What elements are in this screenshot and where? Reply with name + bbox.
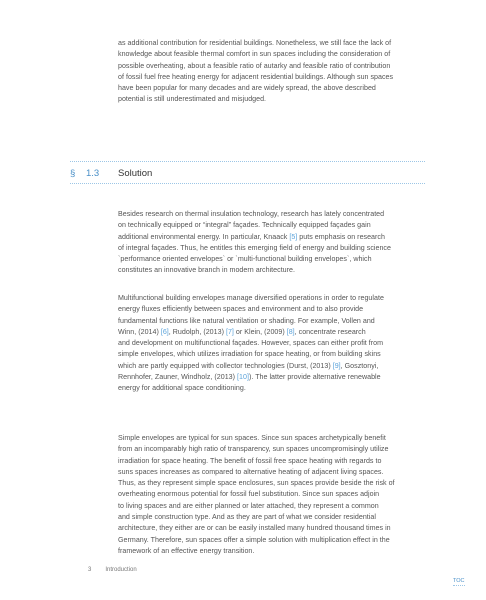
text-segment: energy for additional space conditioning. <box>118 384 246 393</box>
text-line <box>118 524 391 532</box>
text-segment: ). The latter provide alternative renewable <box>248 373 381 382</box>
text-segment: , concentrate research <box>294 327 366 336</box>
text-line <box>118 350 381 358</box>
text-segment: puts emphasis on research <box>297 232 385 241</box>
text-line: potential is still underestimated and misjudged. <box>118 95 267 104</box>
text-segment: fundamental functions like natural ventilation or shading. For example, Vollen and <box>118 316 375 325</box>
text-line <box>118 457 381 465</box>
text-line: have been popular for many decades and are widely spread, the above described <box>118 84 376 93</box>
chapter-name: Introduction <box>105 567 137 573</box>
text-segment: Simple envelopes are typical for sun spaces. Since sun spaces archetypically benefit <box>118 434 386 442</box>
text-segment: additional environmental energy. In particular, Knaack <box>118 232 290 241</box>
text-line <box>118 317 375 325</box>
text-line <box>118 468 383 476</box>
text-line <box>118 266 295 274</box>
text-segment: and simple construction type. And as they are part of what we consider residential <box>118 513 376 522</box>
text-line <box>118 479 395 487</box>
text-line: as additional contribution for residential buildings. Nonetheless, we still face the lack of <box>118 39 392 47</box>
text-line: possible overheating, about a feasible ratio of autarky and feasible ratio of contribution <box>118 61 391 70</box>
text-segment: which are partly equipped with collector technologies (Durst, (2013) <box>118 361 333 370</box>
text-segment: Rennhofer, Zauner, Windholz, (2013) <box>118 373 238 382</box>
paragraph-text <box>118 209 424 277</box>
text-segment: Thus, as they represent simple space enclosures, sun spaces provide beside the risk of <box>118 479 395 488</box>
citation-link[interactable]: [7] <box>225 327 234 336</box>
text-segment: constitutes an innovative branch in modern architecture. <box>118 266 295 275</box>
text-line <box>118 233 385 241</box>
text-line: of fossil fuel free heating energy for adjacent residential buildings. Although sun spaces <box>118 72 394 81</box>
text-segment: simple envelopes, which utilizes irradiation for space heating, or from building skins <box>118 350 381 359</box>
text-line <box>118 328 366 336</box>
section-heading <box>70 165 425 181</box>
text-segment: , Gosztonyi, <box>340 361 379 370</box>
text-segment: or Klein, (2009) <box>233 327 287 336</box>
paragraph-text <box>118 293 424 395</box>
paragraph-text <box>118 433 424 557</box>
text-line <box>118 362 378 370</box>
text-line <box>118 536 390 544</box>
toc-link[interactable]: TOC <box>453 578 465 584</box>
text-segment: overheating enormous potential for fossil fuel substitution. Since sun spaces adjoin <box>118 490 380 499</box>
text-line: knowledge about feasible thermal comfort in sun spaces including the consideration of <box>118 50 391 59</box>
text-segment: Winn, (2014) <box>118 327 161 336</box>
text-segment: Multifunctional building envelopes manage diversified operations in order to regulate <box>118 294 384 302</box>
text-segment: from an incomparably high ratio of transparency, sun spaces uncompromisingly utilize <box>118 445 389 454</box>
text-line <box>118 384 246 392</box>
text-segment: of integral façades. Thus, he entitles this emerging field of energy and building science <box>118 243 391 252</box>
text-line <box>118 547 254 555</box>
paragraph-3 <box>118 433 424 557</box>
citation-link[interactable]: [9] <box>332 361 341 370</box>
section-title: Solution <box>118 167 153 179</box>
section-symbol: § <box>70 167 76 179</box>
text-segment: Besides research on thermal insulation technology, research has lately concentrated <box>118 210 385 218</box>
paragraph-2 <box>118 293 424 395</box>
section-rule-bottom <box>70 183 425 184</box>
text-line <box>118 221 371 229</box>
text-line <box>118 434 386 442</box>
text-line <box>118 445 388 453</box>
paragraph-1 <box>118 209 424 277</box>
text-segment: irradiation for space heating. The benefit of fossil free space heating with regards to <box>118 456 382 465</box>
text-line <box>118 305 363 313</box>
intro-paragraph-text <box>118 38 424 106</box>
text-line <box>118 255 372 263</box>
text-segment: to living spaces and are either planned or later attached, they represent a common <box>118 501 379 510</box>
citation-link[interactable]: [5] <box>289 232 298 241</box>
section-rule-top <box>70 161 425 162</box>
text-segment: architecture, they either are or can be easily installed many hundred thousand times in <box>118 524 391 533</box>
text-segment: energy fluxes efficiently between spaces and environment and to also provide <box>118 305 364 314</box>
text-line <box>118 373 381 381</box>
text-segment: `performance oriented envelopes` or `multi-functional building envelopes`, which <box>118 255 372 264</box>
text-segment: suns spaces increases as compared to alternative heating of adjacent living spaces. <box>118 467 384 476</box>
section-number: 1.3 <box>86 167 100 179</box>
citation-link[interactable]: [6] <box>160 327 169 336</box>
text-line <box>118 513 376 521</box>
intro-paragraph <box>118 38 424 106</box>
text-segment: , Rudolph, (2013) <box>168 327 226 336</box>
text-line <box>118 210 384 218</box>
text-segment: framework of an effective energy transition. <box>118 546 255 555</box>
text-line <box>118 244 391 252</box>
page-number: 3 <box>88 567 92 573</box>
text-segment: Germany. Therefore, sun spaces offer a simple solution with multiplication effect in the <box>118 535 390 544</box>
text-line <box>118 502 379 510</box>
text-segment: and development on multifunctional façades. However, spaces can either profit from <box>118 339 384 348</box>
page-footer <box>88 567 288 573</box>
text-line <box>118 339 383 347</box>
citation-link[interactable]: [10] <box>237 373 249 382</box>
text-line <box>118 490 379 498</box>
citation-link[interactable]: [8] <box>286 327 295 336</box>
text-segment: on technically equipped or “integral” façades. Technically equipped façades gain <box>118 221 371 230</box>
text-line <box>118 294 384 302</box>
